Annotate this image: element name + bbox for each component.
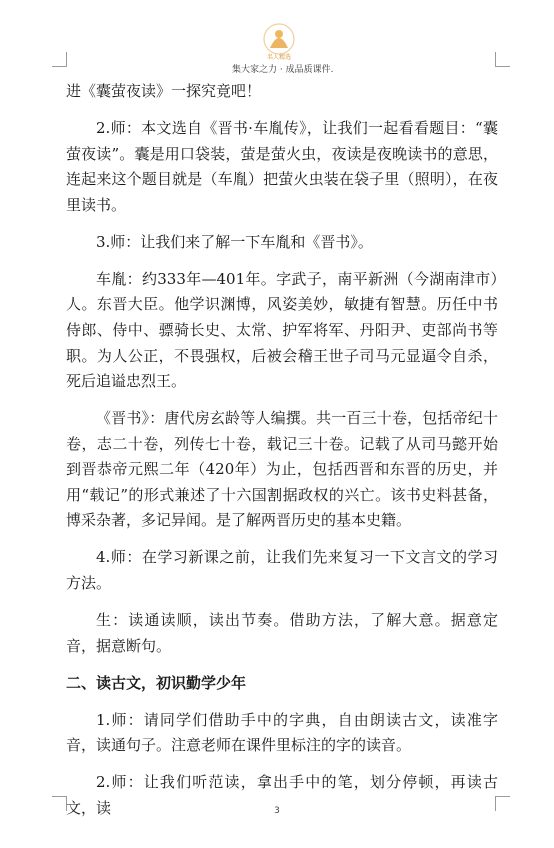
paragraph: 生：读通读顺，读出节奏。借助方法，了解大意。据意定音，据意断句。 — [66, 611, 498, 655]
document-body — [66, 79, 498, 833]
brand-logo — [257, 22, 301, 62]
paragraph: 《晋书》：唐代房玄龄等人编撰。共一百三十卷，包括帝纪十卷，志二十卷，列传七十卷，载记三十卷。记载了从司马懿开始到晋恭帝元熙二年（420年）为止，包括西晋和东晋的历史，并用“载记”的形式兼述了十六国割据政权的兴亡。该书史料甚备，博采杂著，多记异闻。是了解两晋历史的基本史籍。 — [66, 409, 498, 530]
paragraph: 2.师：让我们听范读，拿出手中的笔，划分停顿，再读古文，读 — [66, 773, 498, 817]
paragraph: 3.师：让我们来了解一下车胤和《晋书》。 — [96, 232, 373, 251]
crop-mark-top-left — [52, 52, 67, 67]
paragraph: 2.师：本文选自《晋书·车胤传》，让我们一起看看题目：“囊萤夜读”。囊是用口袋装，萤是萤火虫，夜读是夜晚读书的意思，连起来这个题目就是（车胤）把萤火虫装在袋子里（照明），在夜里读书。 — [66, 118, 498, 214]
paragraph: 4.师：在学习新课之前，让我们先来复习一下文言文的学习方法。 — [66, 548, 498, 593]
header-tagline: 集大家之力 · 成品质课件. — [232, 65, 334, 75]
crop-mark-top-right — [495, 52, 510, 67]
paragraph: 1.师：请同学们借助手中的字典，自由朗读古文，读准字音，读通句子。注意老师在课件里标注的字的读音。 — [66, 710, 498, 755]
paragraph: 车胤：约333年—401年。字武子，南平新洲（今湖南津市）人。东晋大臣。他学识渊博，风姿美妙，敏捷有智慧。历任中书侍郎、侍中、骠骑长史、太常、护军将军、丹阳尹、吏部尚书等职。为人公正，不畏强权，后被会稽王世子司马元显逼令自杀，死后追谥忠烈王。 — [66, 269, 498, 391]
logo-text: 名人精选 — [266, 54, 292, 61]
section-heading: 二、读古文，初识勤学少年 — [66, 673, 247, 692]
paragraph: 进《囊萤夜读》一探究竟吧！ — [66, 82, 262, 100]
page-number: 3 — [274, 806, 280, 816]
